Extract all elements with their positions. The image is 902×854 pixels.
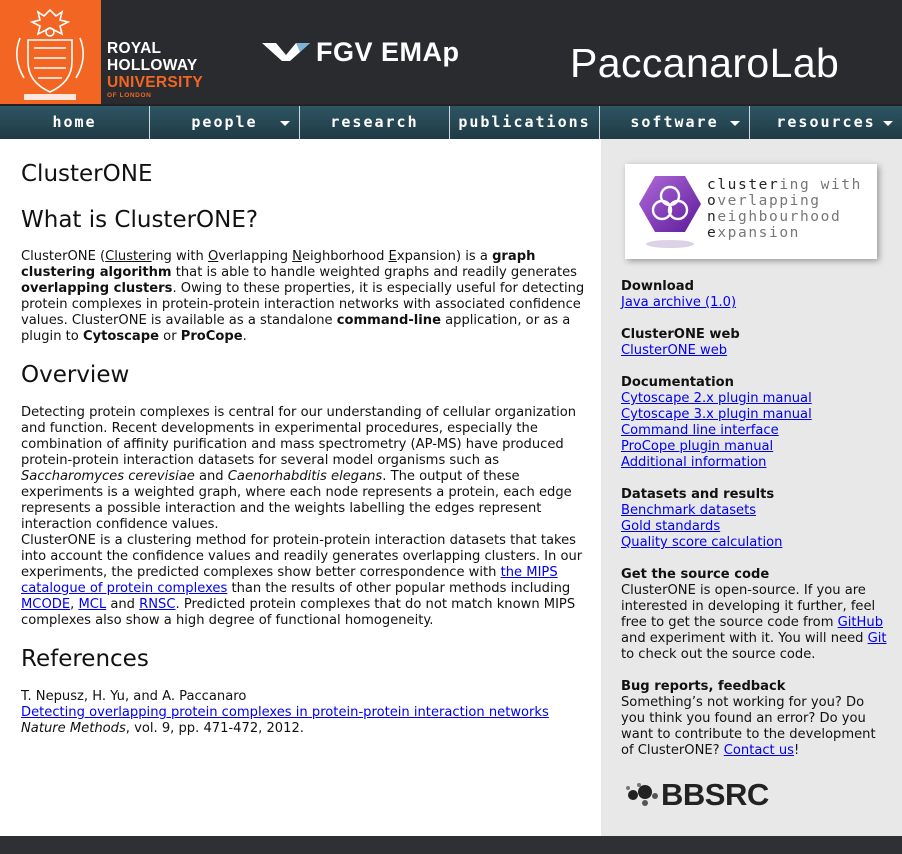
logo-rest: verlapping [717, 193, 821, 209]
text: . [242, 329, 247, 344]
bbsrc-text: BBSRC [661, 777, 769, 812]
nav-label: people [191, 113, 258, 131]
github-link[interactable]: GitHub [837, 615, 883, 630]
java-archive-link[interactable]: Java archive (1.0) [621, 295, 737, 310]
logo-line [707, 225, 862, 241]
bold-text: Cytoscape [82, 329, 160, 344]
mcode-link[interactable]: MCODE [21, 597, 71, 612]
logo-letter: cluster [707, 177, 780, 193]
download-title: Download [621, 279, 694, 294]
logo-rest: ing with [779, 177, 862, 193]
text: ! [793, 743, 800, 758]
nav-label: software [630, 113, 719, 131]
text: than the results of other popular methods including [227, 581, 571, 596]
chevron-down-icon [280, 121, 290, 126]
nav-label: publications [458, 113, 591, 131]
acronym-letter: E [388, 249, 397, 264]
datasets-section [621, 487, 891, 551]
git-link[interactable]: Git [867, 631, 887, 646]
site-header [0, 0, 902, 104]
text: verlapping [218, 249, 293, 264]
page-title: ClusterONE [21, 161, 153, 187]
bug-reports-section [621, 679, 891, 759]
logo-rest: xpansion [717, 225, 800, 241]
logo-line [707, 177, 862, 193]
bug-reports-title: Bug reports, feedback [621, 679, 786, 694]
main-nav [0, 104, 902, 139]
reference-authors: T. Nepusz, H. Yu, and A. Paccanaro [21, 689, 247, 704]
reference-title-link[interactable]: Detecting overlapping protein complexes in protein-protein interaction networks [21, 705, 549, 720]
text: . Owing to these properties, it is especially useful for detecting protein complexes in protein-protein interaction networks with associated confidence values. ClusterONE is available as a standalone [21, 281, 585, 328]
italic-text: Caenorhabditis elegans [227, 469, 383, 484]
text: ClusterONE is open-source. If you are interested in developing it further, feel free to get the source code from [621, 583, 876, 630]
footer-bar [0, 836, 902, 854]
text: or [159, 329, 181, 344]
text: ClusterONE is a clustering method for protein-protein interaction datasets that takes into account the confidence values and readily generates overlapping clusters. In our experiments, the predicted complexes show better correspondence with [21, 533, 583, 580]
rhul-line-2: HOLLOWAY [107, 57, 198, 74]
bold-text: overlapping clusters [21, 281, 173, 296]
sidebar [601, 139, 902, 836]
rhul-line-4: OF LONDON [107, 92, 152, 99]
reference-journal: Nature Methods [21, 721, 126, 736]
text: Detecting protein complexes is central for our understanding of cellular organization and function. Recent developments in experimental procedures, especially the combination of affinity purification and mass spectrometry (AP-MS) have produced protein-protein interaction datasets for several model organisms such as [21, 405, 577, 468]
nav-item-people[interactable] [150, 106, 300, 139]
text: . The output of these experiments is a weighted graph, where each node represents a protein, each edge represents a possible interaction and the weights labelling the edges represent interaction confidence values. [21, 469, 572, 532]
cytoscape3-manual-link[interactable]: Cytoscape 3.x plugin manual [621, 407, 812, 422]
text: , [70, 597, 79, 612]
rhul-line-3: UNIVERSITY [107, 74, 204, 91]
benchmark-datasets-link[interactable]: Benchmark datasets [621, 503, 757, 518]
chevron-down-icon [883, 121, 893, 126]
what-heading: What is ClusterONE? [21, 207, 259, 233]
logo-letter: o [707, 193, 718, 209]
additional-info-link[interactable]: Additional information [621, 455, 767, 470]
mips-catalogue-link[interactable]: the MIPS catalogue of protein complexes [21, 565, 558, 596]
bbsrc-dots-icon [625, 782, 659, 808]
lab-title[interactable]: PaccanaroLab [570, 40, 840, 86]
nav-item-research[interactable] [300, 106, 450, 139]
nav-label: resources [776, 113, 876, 131]
source-code-title: Get the source code [621, 567, 770, 582]
main-content [0, 139, 601, 836]
bold-text: graph clustering algorithm [21, 249, 536, 280]
text: Something’s not working for you? Do you think you found an error? Do you want to contribute to the development of ClusterONE? [621, 695, 876, 758]
bold-text: command-line [336, 313, 441, 328]
quality-score-link[interactable]: Quality score calculation [621, 535, 783, 550]
clusterone-hexagon-icon [635, 172, 705, 252]
what-paragraph [21, 249, 586, 345]
logo-line [707, 193, 862, 209]
download-section [621, 279, 891, 311]
nav-item-resources[interactable] [750, 106, 902, 139]
reference-entry [21, 689, 586, 737]
text: xpansion) is a [396, 249, 493, 264]
procope-manual-link[interactable]: ProCope plugin manual [621, 439, 774, 454]
chevron-down-icon [730, 121, 740, 126]
nav-label: home [52, 113, 97, 131]
fgv-emap-text: FGV EMAp [316, 36, 460, 67]
overview-paragraph-2 [21, 533, 586, 629]
rhul-wordmark[interactable] [107, 40, 203, 100]
bbsrc-logo[interactable] [625, 779, 769, 811]
logo-rest: eighbourhood [717, 209, 842, 225]
text: and [106, 597, 140, 612]
logo-line [707, 209, 862, 225]
italic-text: Saccharomyces cerevisiae [21, 469, 195, 484]
bold-text: ProCope [180, 329, 243, 344]
clusterone-web-link[interactable]: ClusterONE web [621, 343, 728, 358]
text: eighborhood [301, 249, 389, 264]
command-line-link[interactable]: Command line interface [621, 423, 779, 438]
clusterone-logo-text [707, 177, 862, 241]
text: application, or as a plugin to [21, 313, 571, 344]
gold-standards-link[interactable]: Gold standards [621, 519, 721, 534]
fgv-emap-logo[interactable] [262, 36, 460, 67]
rnsc-link[interactable]: RNSC [139, 597, 176, 612]
acronym-letter: O [207, 249, 219, 264]
overview-heading: Overview [21, 362, 130, 388]
crest-icon [0, 0, 101, 104]
references-heading: References [21, 646, 149, 672]
fgv-swoosh-icon [262, 41, 312, 63]
text: ClusterONE ( [21, 249, 106, 264]
documentation-title: Documentation [621, 375, 734, 390]
source-code-section [621, 567, 891, 663]
text: that is able to handle weighted graphs and readily generates [171, 265, 577, 280]
mcl-link[interactable]: MCL [78, 597, 107, 612]
nav-item-home[interactable] [0, 106, 150, 139]
overview-paragraph-1 [21, 405, 586, 533]
logo-letter: e [707, 225, 718, 241]
nav-item-software[interactable] [600, 106, 750, 139]
clusterone-logo[interactable] [625, 164, 877, 259]
web-title: ClusterONE web [621, 327, 740, 342]
text: and [194, 469, 228, 484]
datasets-title: Datasets and results [621, 487, 775, 502]
text: and experiment with it. You will need [621, 631, 868, 646]
text: . Predicted protein complexes that do not match known MIPS complexes also show a high degree of functional homogeneity. [21, 597, 576, 628]
nav-item-publications[interactable] [450, 106, 600, 139]
rhul-line-1: ROYAL [107, 40, 162, 57]
text: ing with [151, 249, 208, 264]
documentation-section [621, 375, 891, 471]
rhul-crest-logo[interactable] [0, 0, 101, 104]
text: to check out the source code. [621, 647, 816, 662]
acronym-letter: N [292, 249, 302, 264]
cytoscape2-manual-link[interactable]: Cytoscape 2.x plugin manual [621, 391, 812, 406]
logo-letter: n [707, 209, 718, 225]
contact-us-link[interactable]: Contact us [723, 743, 794, 758]
reference-details: , vol. 9, pp. 471-472, 2012. [125, 721, 304, 736]
nav-label: research [330, 113, 419, 131]
web-section [621, 327, 891, 359]
acronym-letter: Cluster [105, 249, 152, 264]
